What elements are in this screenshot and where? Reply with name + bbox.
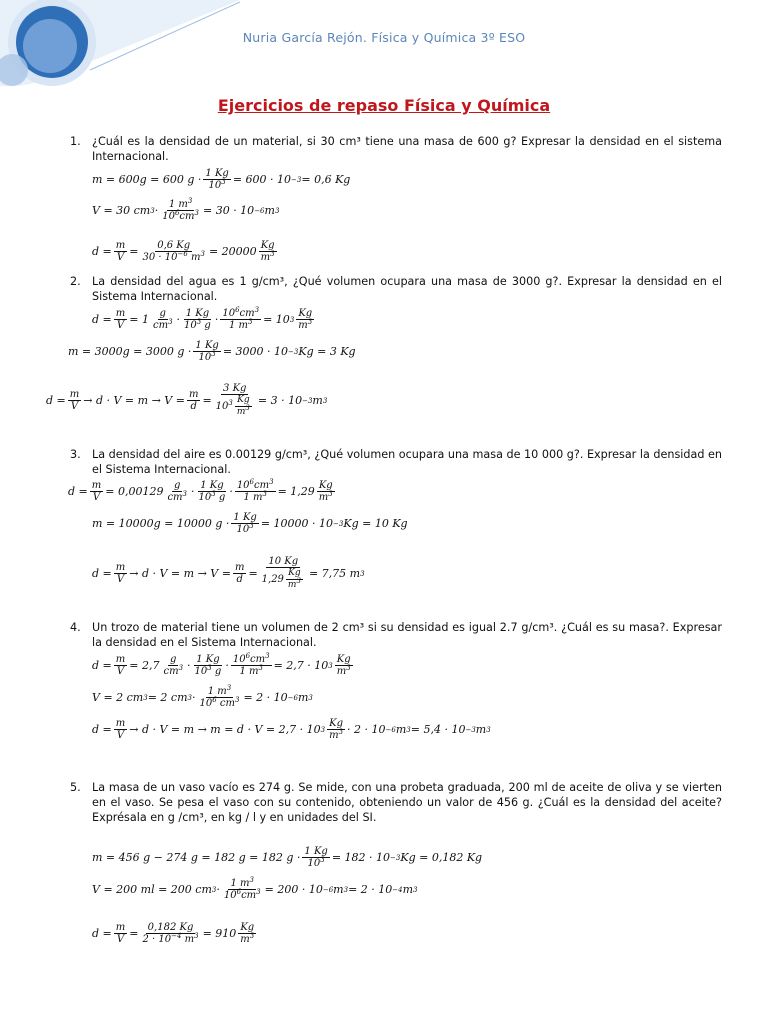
- question-text: La masa de un vaso vacío es 274 g. Se mide, con una probeta graduada, 200 ml de aceite de oliva y se vierten en el vaso. Se pesa el vaso con su contenido, obteniendo un valor de 456 g. ¿Cuál es la densidad del aceite? Exprésala en g /cm³, en kg / l y en unidades del SI.: [92, 781, 722, 824]
- equation: d = m V = 1 g $cm^3$ · 1 Kg $10^3$ g · $10^6cm^3$ 1 $m^3$ = 10 3 Kg $m^3$: [92, 306, 313, 331]
- equation: d = m V = 0,6 Kg $30 \cdot 10^{-6}$ $m^3$ = 20000 Kg $m^3$: [92, 240, 275, 263]
- equation: m = 456 g − 274 g = 182 g = 182 g · 1 Kg $10^3$ = 182 · 10 −3 Kg = 0,182 Kg: [92, 846, 483, 869]
- equation: d = m V = 0,00129 g $cm^3$ · 1 Kg $10^3$ g · $10^6cm^3$ 1 $m^3$ = 1,29 Kg $m^3$: [68, 478, 333, 503]
- question-1: [70, 134, 722, 164]
- question-number: 2.: [70, 275, 81, 288]
- equation: m = 10000g = 10000 g · 1 Kg $10^3$ = 10000 · 10 −3 Kg = 10 Kg: [92, 512, 408, 535]
- equation: V = 200 ml = 200 cm 3 · 1 $m^3$ $10^6cm^3$ = 200 · 10 −6 m 3 = 2 · 10 −4 m 3: [92, 876, 418, 901]
- question-number: 4.: [70, 621, 81, 634]
- page-header: Nuria García Rejón. Física y Química 3º ESO: [242, 30, 526, 45]
- question-2: [70, 274, 722, 304]
- question-text: La densidad del agua es 1 g/cm³, ¿Qué volumen ocupara una masa de 3000 g?. Expresar la densidad en el Sistema Internacional.: [92, 275, 722, 303]
- question-number: 3.: [70, 448, 81, 461]
- equation: d = m V → d · V = m → V = m d = 10 Kg 1,29 $\frac{Kg}{m^3}$ = 7,75 m 3: [92, 556, 365, 590]
- equation: m = 600g = 600 g · 1 Kg $10^3$ = 600 · 10 −3 = 0,6 Kg: [92, 168, 351, 191]
- corner-decoration: [0, 0, 240, 90]
- question-text: La densidad del aire es 0.00129 g/cm³, ¿Qué volumen ocupara una masa de 10 000 g?. Expresar la densidad en el Sistema Internacional.: [92, 448, 722, 476]
- question-text: ¿Cuál es la densidad de un material, si 30 cm³ tiene una masa de 600 g? Expresar la densidad en el sistema Internacional.: [92, 135, 722, 163]
- equation: V = 30 cm 3 · 1 $m^3$ $10^6cm^3$ = 30 · 10 −6 m 3: [92, 197, 280, 222]
- equation: V = 2 cm 3 = 2 cm 3 · 1 $m^3$ $10^6$ $cm^3$ = 2 · 10 −6 m 3: [92, 684, 313, 709]
- equation: d = m V = 0,182 Kg $2 \cdot 10^{-4}$ $m^3$ = 910 Kg $m^3$: [92, 922, 255, 945]
- question-4: [70, 620, 722, 650]
- question-number: 1.: [70, 135, 81, 148]
- equation: d = m V → d · V = m → V = m d = 3 Kg $10^3$ $\frac{Kg}{m^3}$ = 3 · 10 −3 m 3: [46, 383, 328, 417]
- question-3: [70, 447, 722, 477]
- equation: d = m V = 2,7 g $cm^3$ · 1 Kg $10^3$ g · $10^6cm^3$ 1 $m^3$ = 2,7 · 10 3 Kg $m^3$: [92, 652, 351, 677]
- page-title: Ejercicios de repaso Física y Química: [217, 96, 551, 115]
- question-5: [70, 780, 722, 825]
- equation: m = 3000g = 3000 g · 1 Kg $10^3$ = 3000 · 10 −3 Kg = 3 Kg: [68, 340, 356, 363]
- question-number: 5.: [70, 781, 81, 794]
- equation: d = m V → d · V = m → m = d · V = 2,7 · 10 3 Kg $m^3$ · 2 · 10 −6 m 3 = 5,4 · 10 −3 m 3: [92, 718, 491, 741]
- question-text: Un trozo de material tiene un volumen de 2 cm³ si su densidad es igual 2.7 g/cm³. ¿Cuál es su masa?. Expresar la densidad en el Sistema Internacional.: [92, 621, 722, 649]
